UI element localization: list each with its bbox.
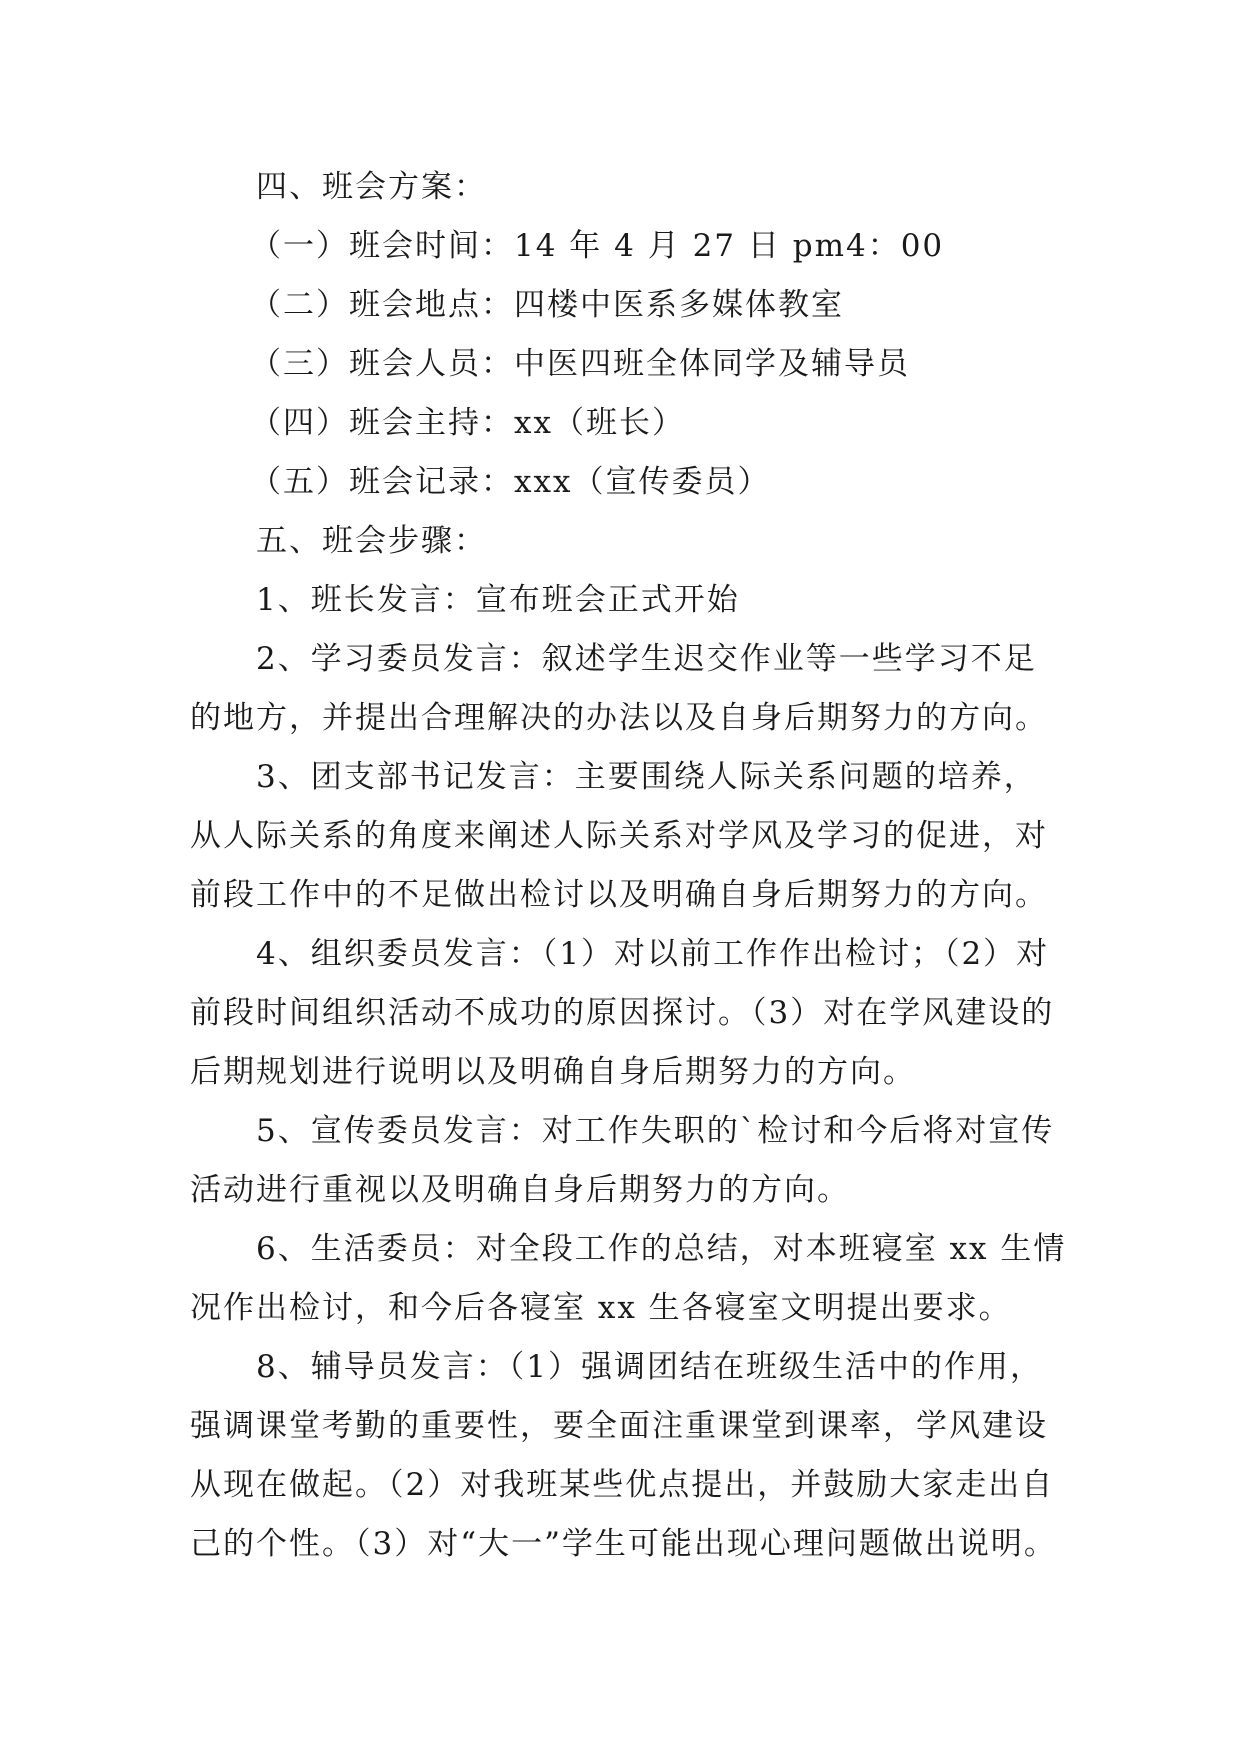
step-1: 1、班长发言：宣布班会正式开始 — [256, 582, 740, 618]
step-6-line-2: 况作出检讨，和今后各寝室 xx 生各寝室文明提出要求。 — [190, 1290, 1012, 1326]
document-body — [190, 158, 1090, 1574]
step-4-line-2: 前段时间组织活动不成功的原因探讨。（3）对在学风建设的 — [190, 995, 1055, 1031]
section-heading-steps: 五、班会步骤： — [256, 523, 487, 559]
plan-item-host: （四）班会主持：xx（班长） — [250, 405, 685, 441]
step-8-line-2: 强调课堂考勤的重要性，要全面注重课堂到课率，学风建设 — [190, 1408, 1048, 1444]
plan-item-location: （二）班会地点：四楼中医系多媒体教室 — [250, 287, 844, 323]
step-5-line-2: 活动进行重视以及明确自身后期努力的方向。 — [190, 1172, 850, 1208]
step-8-line-1: 8、辅导员发言：（1）强调团结在班级生活中的作用， — [256, 1349, 1043, 1385]
section-heading-plan: 四、班会方案： — [256, 169, 487, 205]
step-3-line-2: 从人际关系的角度来阐述人际关系对学风及学习的促进，对 — [190, 818, 1048, 854]
step-3-line-3: 前段工作中的不足做出检讨以及明确自身后期努力的方向。 — [190, 877, 1048, 913]
step-4-line-3: 后期规划进行说明以及明确自身后期努力的方向。 — [190, 1054, 916, 1090]
step-3-line-1: 3、团支部书记发言：主要围绕人际关系问题的培养， — [256, 759, 1037, 795]
plan-item-attendees: （三）班会人员：中医四班全体同学及辅导员 — [250, 346, 910, 382]
step-2-line-1: 2、学习委员发言：叙述学生迟交作业等一些学习不足 — [256, 641, 1037, 677]
step-6-line-1: 6、生活委员：对全段工作的总结，对本班寝室 xx 生情 — [256, 1231, 1067, 1267]
step-2-line-2: 的地方，并提出合理解决的办法以及自身后期努力的方向。 — [190, 700, 1048, 736]
step-8-line-3: 从现在做起。（2）对我班某些优点提出，并鼓励大家走出自 — [190, 1467, 1055, 1503]
step-4-line-1: 4、组织委员发言：（1）对以前工作作出检讨；（2）对 — [256, 936, 1050, 972]
step-5-line-1: 5、宣传委员发言：对工作失职的`检讨和今后将对宣传 — [256, 1113, 1055, 1149]
plan-item-time: （一）班会时间：14 年 4 月 27 日 pm4：00 — [250, 228, 945, 264]
plan-item-recorder: （五）班会记录：xxx（宣传委员） — [250, 464, 771, 500]
step-8-line-4: 己的个性。（3）对“大一”学生可能出现心理问题做出说明。 — [190, 1526, 1057, 1562]
